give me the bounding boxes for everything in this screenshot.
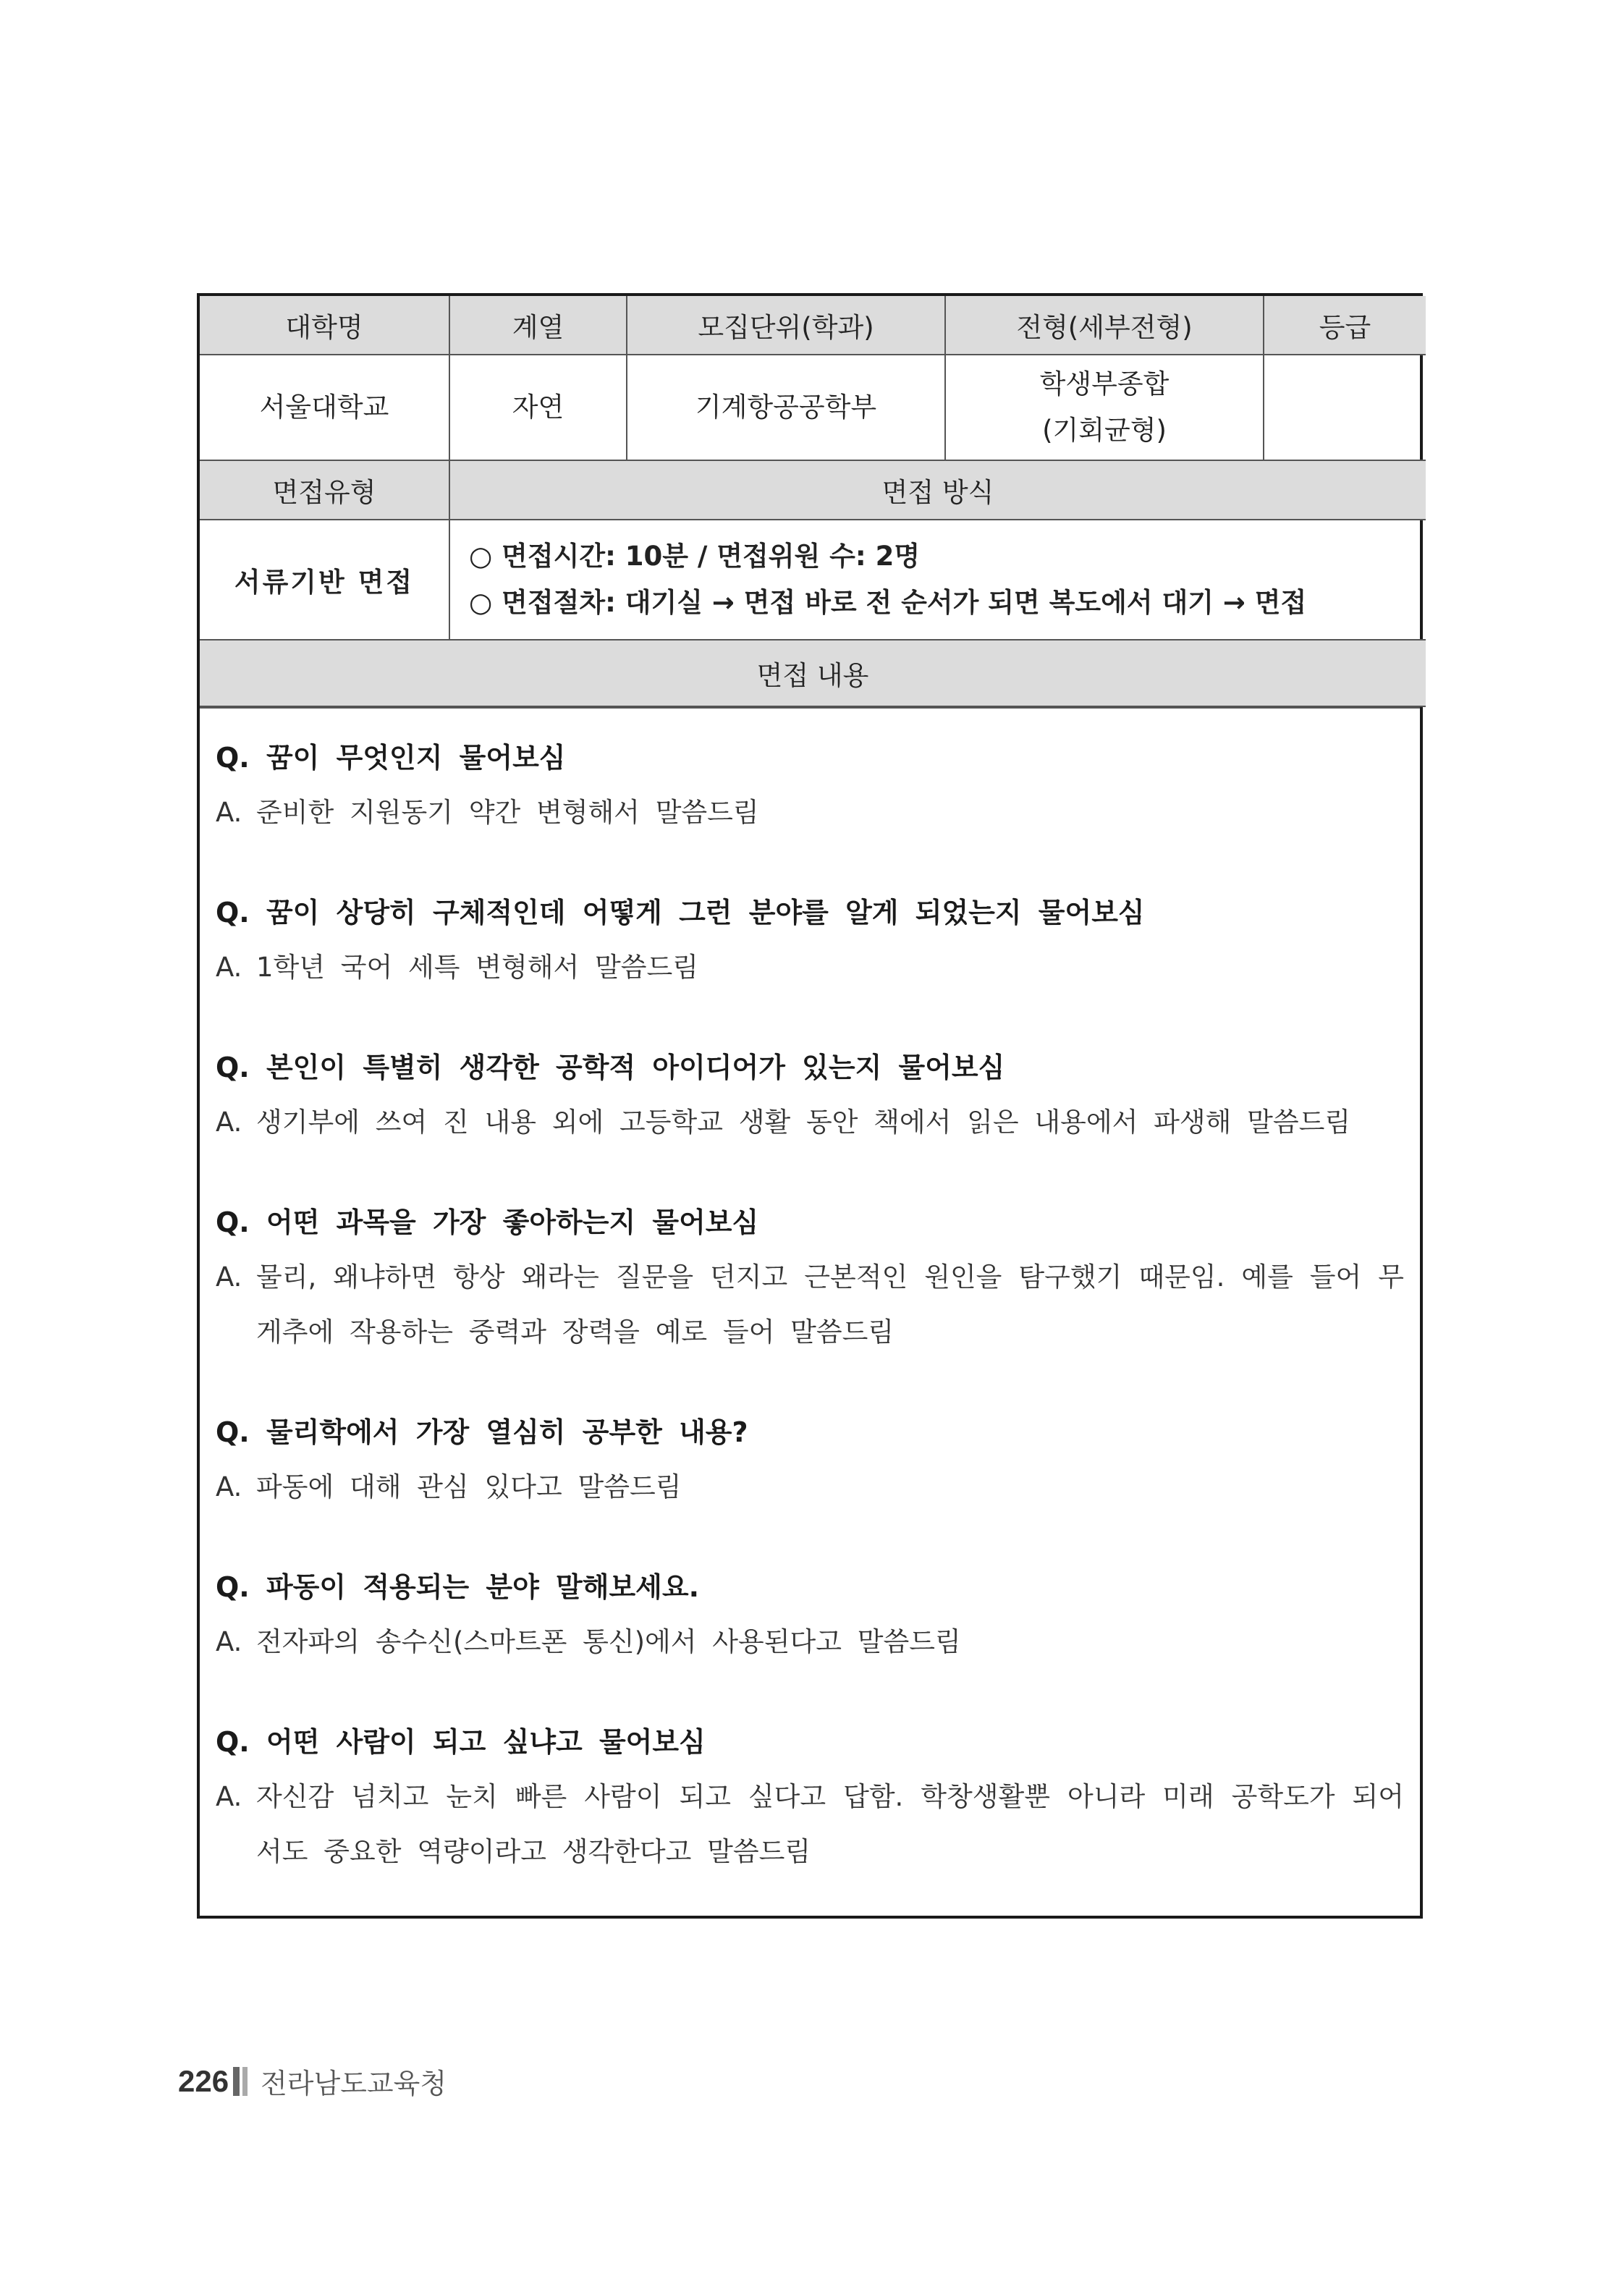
answer xyxy=(216,1615,1404,1670)
answer-prefix: A. xyxy=(216,952,242,983)
answer-text: 파동에 대해 관심 있다고 말씀드림 xyxy=(256,1471,682,1502)
answer-prefix: A. xyxy=(216,1261,242,1293)
admission-line-1: 학생부종합 xyxy=(1039,368,1170,399)
answer-prefix: A. xyxy=(216,1626,242,1657)
department-value: 기계항공공학부 xyxy=(627,355,945,460)
header-grade: 등급 xyxy=(1264,296,1426,355)
qa-section xyxy=(200,707,1420,1916)
question: Q. 본인이 특별히 생각한 공학적 아이디어가 있는지 물어보심 xyxy=(216,1052,1005,1083)
content-header-row xyxy=(200,640,1426,706)
header-university: 대학명 xyxy=(200,296,449,355)
page-footer xyxy=(178,2061,447,2101)
answer-prefix: A. xyxy=(216,1107,242,1138)
organization-name: 전라남도교육청 xyxy=(261,2068,447,2100)
question: Q. 어떤 과목을 가장 좋아하는지 물어보심 xyxy=(216,1206,759,1238)
qa-item xyxy=(216,730,1404,840)
footer-bar-decoration-light xyxy=(242,2067,248,2096)
header-admission: 전형(세부전형) xyxy=(945,296,1264,355)
interview-type-label: 면접유형 xyxy=(200,460,449,520)
answer xyxy=(216,785,1404,840)
page-number: 226 xyxy=(178,2063,229,2098)
header-department: 모집단위(학과) xyxy=(627,296,945,355)
qa-item xyxy=(216,1560,1404,1670)
answer xyxy=(216,1095,1404,1150)
answer-prefix: A. xyxy=(216,1471,242,1502)
field-value: 자연 xyxy=(449,355,627,460)
answer-text: 생기부에 쓰여 진 내용 외에 고등학교 생활 동안 책에서 읽은 내용에서 파생해 말씀드림 xyxy=(256,1107,1351,1138)
answer xyxy=(216,1250,1404,1360)
content-label: 면접 내용 xyxy=(200,640,1426,706)
interview-method-label: 면접 방식 xyxy=(449,460,1426,520)
answer-text: 전자파의 송수신(스마트폰 통신)에서 사용된다고 말씀드림 xyxy=(256,1626,961,1657)
grade-value xyxy=(1264,355,1426,460)
admission-line-2: (기회균형) xyxy=(1042,415,1167,446)
qa-item xyxy=(216,1714,1404,1880)
method-time: ○ 면접시간: 10분 / 면접위원 수: 2명 xyxy=(469,541,921,572)
qa-item xyxy=(216,1405,1404,1515)
qa-item xyxy=(216,1195,1404,1360)
interview-type-header-row xyxy=(200,460,1426,520)
answer-text: 준비한 지원동기 약간 변형해서 말씀드림 xyxy=(256,797,759,828)
answer-text: 1학년 국어 세특 변형해서 말씀드림 xyxy=(256,952,698,983)
admission-value xyxy=(945,355,1264,460)
answer-prefix: A. xyxy=(216,797,242,828)
answer-prefix: A. xyxy=(216,1781,242,1812)
answer xyxy=(216,1769,1404,1880)
method-procedure: ○ 면접절차: 대기실 → 면접 바로 전 순서가 되면 복도에서 대기 → 면접 xyxy=(469,587,1307,618)
info-table xyxy=(200,296,1426,707)
qa-item xyxy=(216,1040,1404,1150)
interview-sheet xyxy=(197,293,1423,1919)
university-value: 서울대학교 xyxy=(200,355,449,460)
header-row xyxy=(200,296,1426,355)
question: Q. 파동이 적용되는 분야 말해보세요. xyxy=(216,1571,700,1603)
answer xyxy=(216,940,1404,995)
question: Q. 어떤 사람이 되고 싶냐고 물어보심 xyxy=(216,1726,706,1758)
answer xyxy=(216,1460,1404,1515)
qa-item xyxy=(216,885,1404,995)
answer-text: 물리, 왜냐하면 항상 왜라는 질문을 던지고 근본적인 원인을 탐구했기 때문임. 예를 들어 무게추에 작용하는 중력과 장력을 예로 들어 말씀드림 xyxy=(256,1261,1404,1348)
question: Q. 꿈이 무엇인지 물어보심 xyxy=(216,742,566,774)
interview-methods xyxy=(449,520,1426,640)
values-row xyxy=(200,355,1426,460)
interview-method-row xyxy=(200,520,1426,640)
question: Q. 물리학에서 가장 열심히 공부한 내용? xyxy=(216,1416,748,1448)
header-field: 계열 xyxy=(449,296,627,355)
question: Q. 꿈이 상당히 구체적인데 어떻게 그런 분야를 알게 되었는지 물어보심 xyxy=(216,897,1145,929)
answer-text: 자신감 넘치고 눈치 빠른 사람이 되고 싶다고 답함. 학창생활뿐 아니라 미래 공학도가 되어서도 중요한 역량이라고 생각한다고 말씀드림 xyxy=(256,1781,1404,1867)
footer-bar-decoration xyxy=(233,2067,240,2096)
interview-type-value: 서류기반 면접 xyxy=(200,520,449,640)
